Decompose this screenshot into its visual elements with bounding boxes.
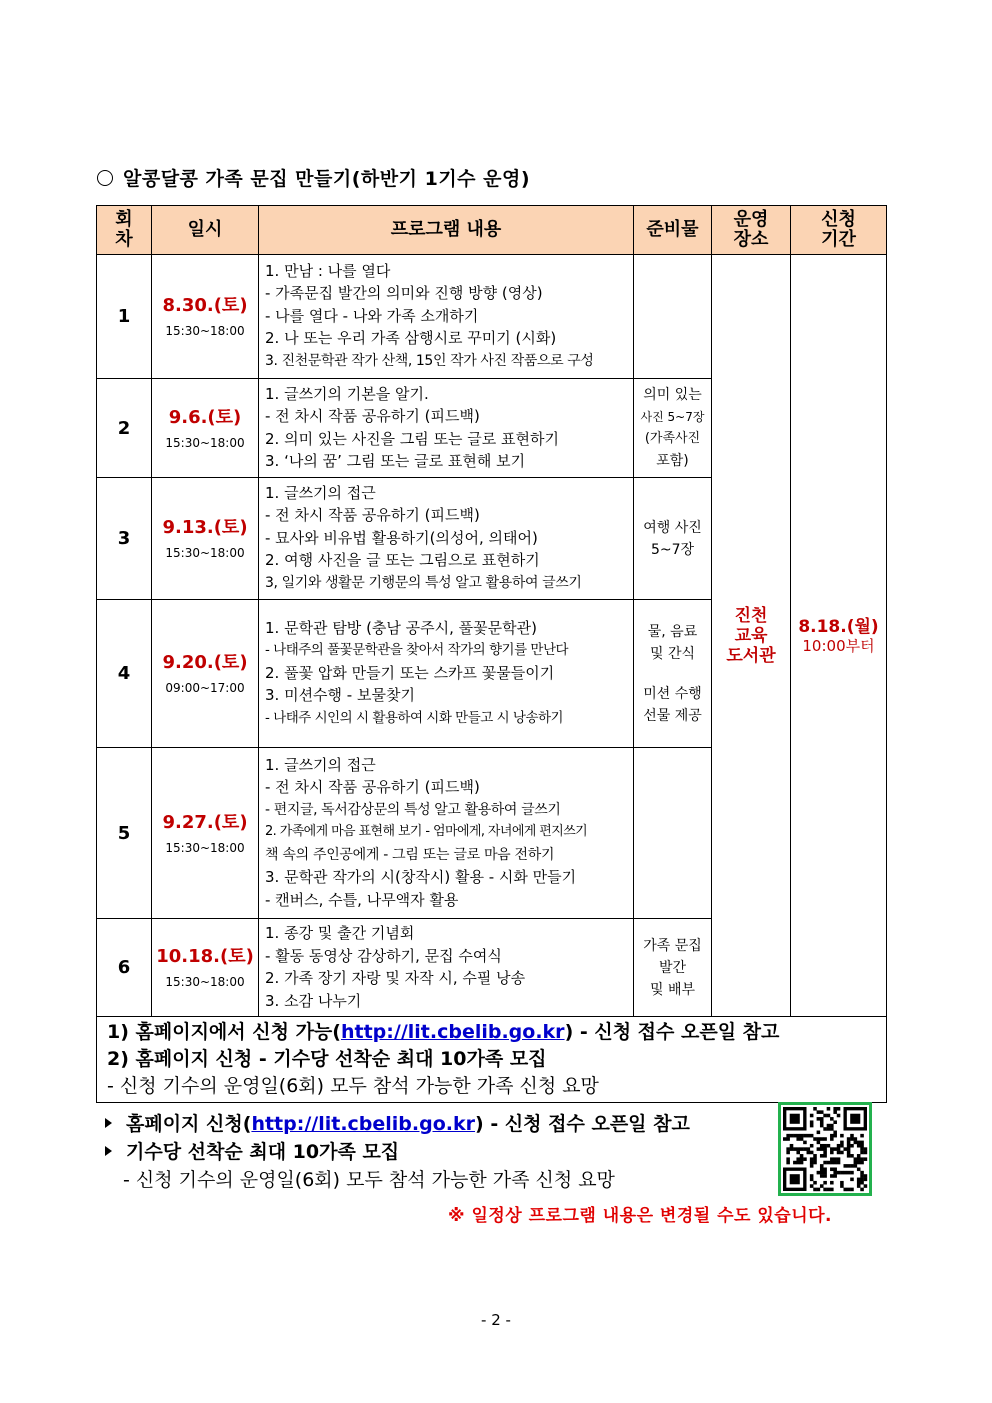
notes-cell: 1) 홈페이지에서 신청 가능(http://lit.cbelib.go.kr) - 신청 접수 오픈일 참고 2) 홈페이지 신청 - 기수당 선착순 최대 10가족 모집 - 신청 기수의 운영일(6회) 모두 참석 가능한 가족 신청 요망 (97, 1017, 887, 1103)
homepage-link[interactable]: http://lit.cbelib.go.kr (251, 1113, 476, 1135)
homepage-link[interactable]: http://lit.cbelib.go.kr (340, 1021, 565, 1043)
header-place: 운영 장소 (712, 206, 791, 255)
row-number: 1 (97, 255, 152, 379)
program-table (96, 205, 887, 1103)
row-date-cell (152, 379, 259, 478)
row-date: 8.30.(토) (162, 295, 248, 316)
row-time: 15:30~18:00 (165, 435, 245, 450)
row-time: 15:30~18:00 (165, 975, 245, 989)
row-time: 15:30~18:00 (165, 840, 245, 855)
row-date: 9.27.(토) (162, 811, 248, 833)
row-prep (634, 255, 712, 379)
row-prep: 가족 문집 발간 및 배부 (634, 919, 712, 1017)
row-content: 1. 문학관 탐방 (충남 공주시, 풀꽃문학관) - 나태주의 풀꽃문학관을 찾아서 작가의 향기를 만난다 2. 풀꽃 압화 만들기 또는 스카프 꽃물들이기 3. 미션수행 - 보물찾기 - 나태주 시인의 시 활용하여 시화 만들고 시 낭송하기 (259, 600, 634, 748)
row-date: 9.20.(토) (162, 652, 248, 673)
triangle-bullet-icon (105, 1118, 112, 1128)
table-header-row (97, 206, 887, 255)
row-time: 15:30~18:00 (165, 324, 245, 338)
row-date: 9.6.(토) (168, 406, 242, 428)
row-time: 15:30~18:00 (165, 546, 245, 560)
page-number: - 2 - (481, 1311, 511, 1329)
row-prep: 물, 음료 및 간식 미션 수행 선물 제공 (634, 600, 712, 748)
period-time: 10:00부터 (802, 636, 875, 655)
header-content: 프로그램 내용 (259, 206, 634, 255)
row-content: 1. 글쓰기의 기본을 알기. - 전 차시 작품 공유하기 (피드백) 2. 의미 있는 사진을 그림 또는 글로 표현하기 3. ‘나의 꿈’ 그림 또는 글로 표현해 보기 (259, 379, 634, 478)
header-period: 신청 기간 (791, 206, 887, 255)
notes-row (97, 1017, 887, 1103)
change-notice: ※ 일정상 프로그램 내용은 변경될 수도 있습니다. (448, 1206, 833, 1226)
row-date-cell (152, 600, 259, 748)
row-content: 1. 글쓰기의 접근 - 전 차시 작품 공유하기 (피드백) - 편지글, 독서감상문의 특성 알고 활용하여 글쓰기 2. 가족에게 마음 표현해 보기 - 엄마에게, 자녀에게 편지쓰기 책 속의 주인공에게 - 그림 또는 글로 마음 전하기 3. 문학관 작가의 시(창작시) 활용 - 시화 만들기 - 캔버스, 수틀, 나무액자 활용 (259, 748, 634, 919)
circle-bullet-icon (97, 170, 113, 186)
row-prep (634, 748, 712, 919)
header-date: 일시 (152, 206, 259, 255)
row-date: 9.13.(토) (162, 517, 248, 538)
row-prep: 의미 있는 사진 5~7장 (가족사진 포함) (634, 379, 712, 478)
row-content: 1. 종강 및 출간 기념회 - 활동 동영상 감상하기, 문집 수여식 2. 가족 장기 자랑 및 자작 시, 수필 낭송 3. 소감 나누기 (259, 919, 634, 1017)
header-prep: 준비물 (634, 206, 712, 255)
row-content: 1. 글쓰기의 접근 - 전 차시 작품 공유하기 (피드백) - 묘사와 비유법 활용하기(의성어, 의태어) 2. 여행 사진을 글 또는 그림으로 표현하기 3, 일기와 생활문 기행문의 특성 알고 활용하여 글쓰기 (259, 478, 634, 600)
row-number: 4 (97, 600, 152, 748)
row-number: 2 (97, 379, 152, 478)
row-time: 09:00~17:00 (165, 681, 245, 695)
period-cell (791, 255, 887, 1017)
row-number: 5 (97, 748, 152, 919)
triangle-bullet-icon (105, 1146, 112, 1156)
qr-code (778, 1102, 872, 1196)
place-cell: 진천 교육 도서관 (712, 255, 791, 1017)
section-heading (97, 164, 530, 191)
row-date: 10.18.(토) (156, 946, 254, 967)
row-date-cell (152, 255, 259, 379)
row-content: 1. 만남 : 나를 열다 - 가족문집 발간의 의미와 진행 방향 (영상) - 나를 열다 - 나와 가족 소개하기 2. 나 또는 우리 가족 삼행시로 꾸미기 (시화) 3. 진천문학관 작가 산책, 15인 작가 사진 작품으로 구성 (259, 255, 634, 379)
table-row (97, 255, 887, 379)
qr-code-icon (781, 1105, 869, 1193)
info-block: 홈페이지 신청(http://lit.cbelib.go.kr) - 신청 접수 오픈일 참고 기수당 선착순 최대 10가족 모집 - 신청 기수의 운영일(6회) 모두 참석 가능한 가족 신청 요망 (105, 1110, 690, 1194)
row-number: 6 (97, 919, 152, 1017)
row-number: 3 (97, 478, 152, 600)
header-round: 회 차 (97, 206, 152, 255)
row-date-cell (152, 919, 259, 1017)
row-date-cell (152, 748, 259, 919)
period-date: 8.18.(월) (798, 616, 879, 637)
row-date-cell (152, 478, 259, 600)
section-heading-text: 알콩달콩 가족 문집 만들기(하반기 1기수 운영) (123, 168, 531, 190)
row-prep: 여행 사진 5~7장 (634, 478, 712, 600)
